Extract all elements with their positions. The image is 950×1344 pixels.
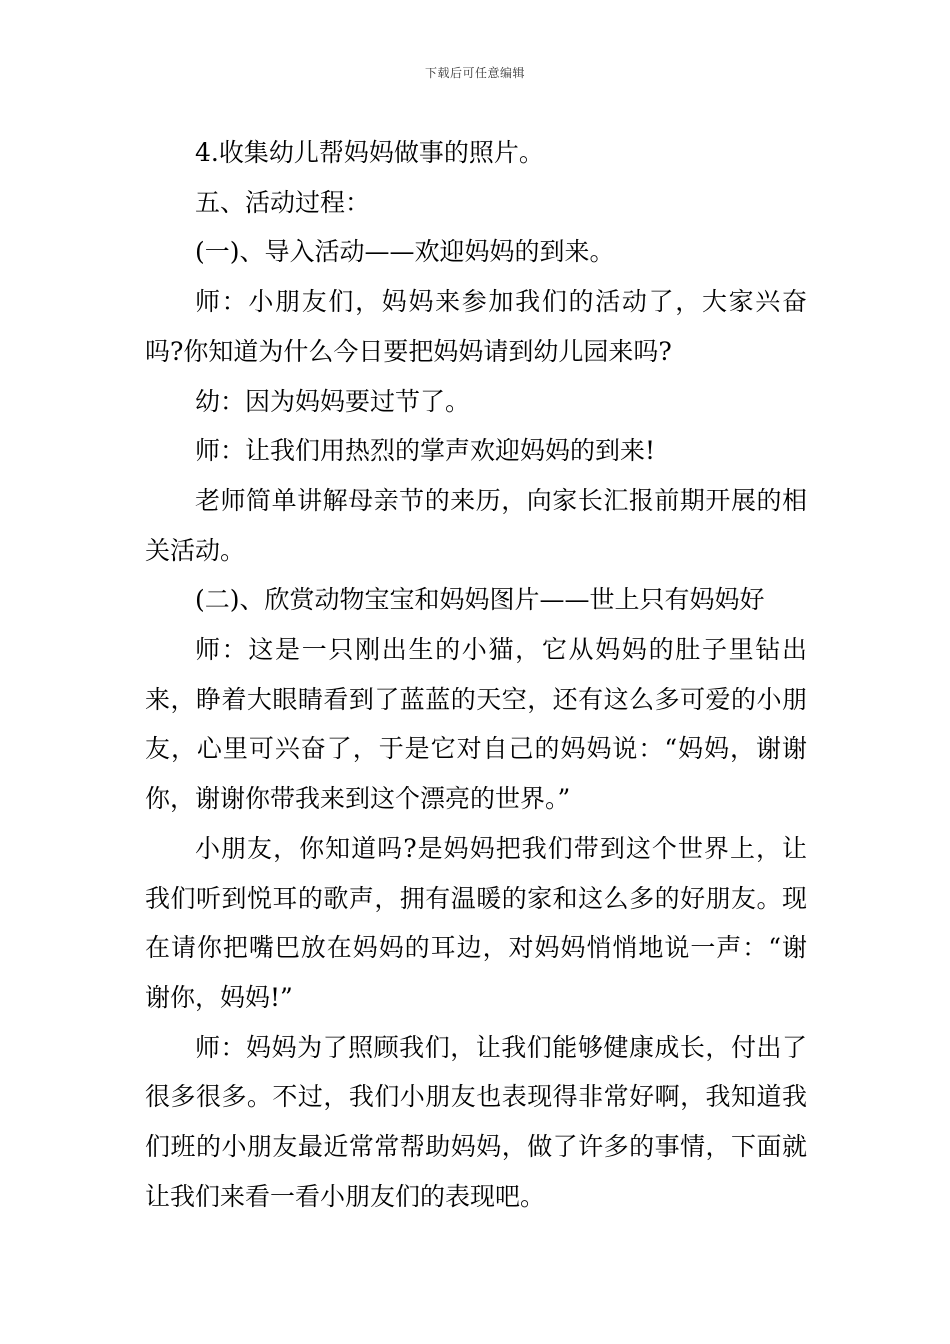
subheading-appreciate-pictures: (二)、欣赏动物宝宝和妈妈图片——世上只有妈妈好 — [195, 585, 765, 615]
paragraph-materials-item-4: 4.收集幼儿帮妈妈做事的照片。 — [195, 138, 544, 167]
subheading-intro-activity: (一)、导入活动——欢迎妈妈的到来。 — [195, 237, 615, 267]
paragraph-children-helping: 师：妈妈为了照顾我们，让我们能够健康成长，付出了很多很多。不过，我们小朋友也表现得非常好啊，我知道我们班的小朋友最近常常帮助妈妈，做了许多的事情，下面就让我们来看一看小朋友们的表现吧。 — [145, 1032, 807, 1211]
paragraph-teacher-welcome: 师：让我们用热烈的掌声欢迎妈妈的到来! — [195, 436, 656, 466]
section-heading-activity-process: 五、活动过程： — [195, 187, 371, 217]
document-body — [145, 128, 807, 1221]
paragraph-mothers-day-history: 老师简单讲解母亲节的来历，向家长汇报前期开展的相关活动。 — [145, 485, 807, 565]
paragraph-child-answer: 幼：因为妈妈要过节了。 — [195, 386, 471, 416]
paragraph-thank-mother: 小朋友，你知道吗?是妈妈把我们带到这个世界上，让我们听到悦耳的歌声，拥有温暖的家和这么多的好朋友。现在请你把嘴巴放在妈妈的耳边，对妈妈悄悄地说一声：“谢谢你，妈妈!” — [145, 833, 807, 1012]
paragraph-teacher-question: 师：小朋友们，妈妈来参加我们的活动了，大家兴奋吗?你知道为什么今日要把妈妈请到幼儿园来吗? — [145, 287, 807, 366]
paragraph-kitten-story: 师：这是一只刚出生的小猫，它从妈妈的肚子里钻出来，睁着大眼睛看到了蓝蓝的天空，还有这么多可爱的小朋友，心里可兴奋了，于是它对自己的妈妈说：“妈妈，谢谢你，谢谢你带我来到这个漂亮的世界。” — [145, 635, 807, 814]
page-header: 下载后可任意编辑 — [424, 66, 525, 80]
